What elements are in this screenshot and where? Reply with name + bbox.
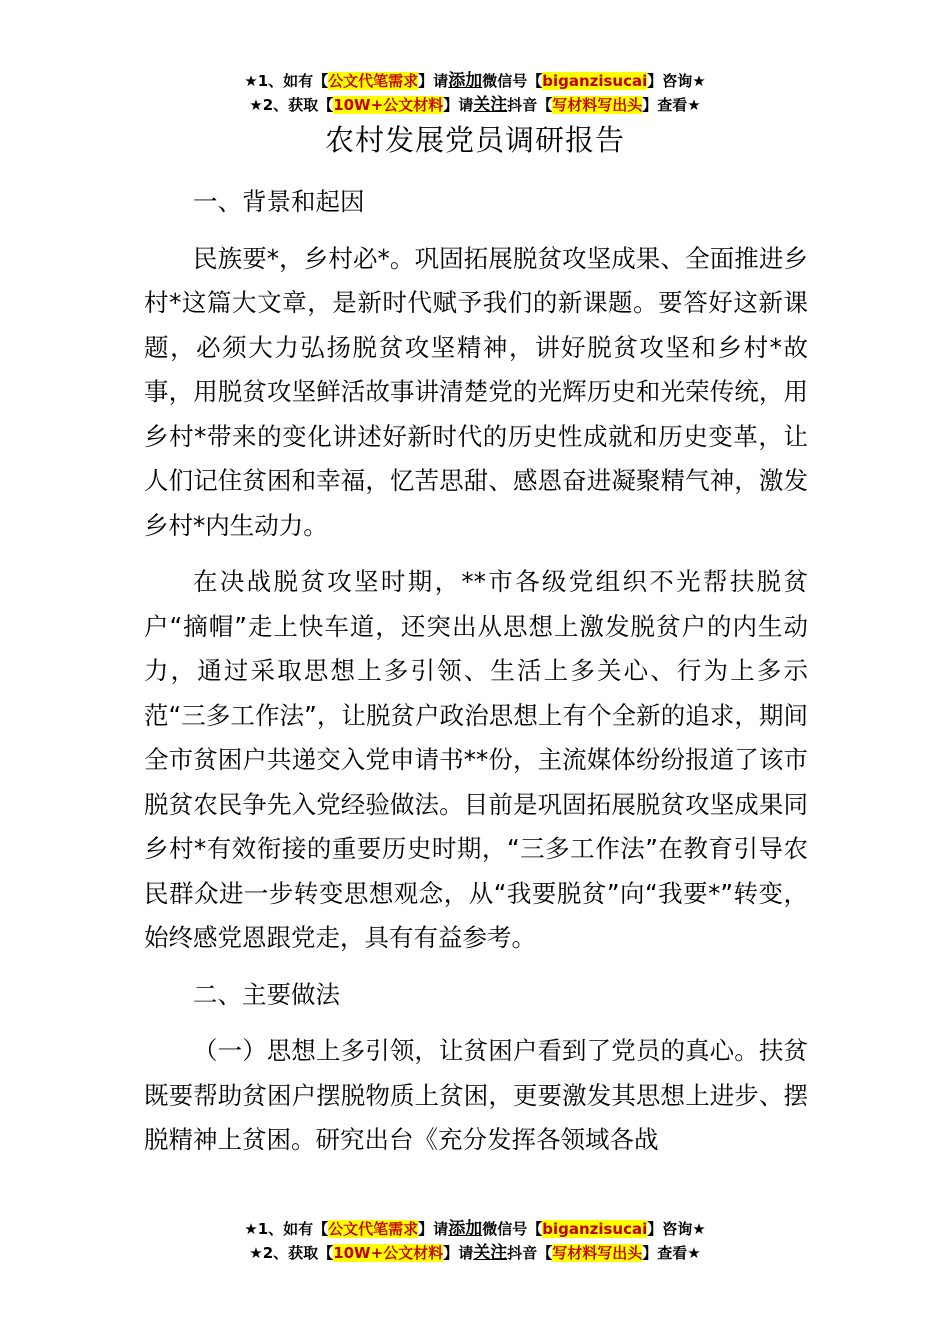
highlight-service: 公文代笔需求 — [328, 1220, 419, 1238]
document-title: 农村发展党员调研报告 — [324, 123, 625, 157]
section-heading: 一、背景和起因 — [193, 187, 365, 216]
paragraph: （一）思想上多引领，让贫困户看到了党员的真心。扶贫既要帮助贫困户摆脱物质上贫困，更要激发其思想上进步、摆脱精神上贫困。研究出台《充分发挥各领域各战 — [144, 1036, 808, 1154]
emphasis-add: 添加 — [448, 1219, 483, 1239]
banner-text: 】请 — [418, 72, 449, 90]
highlight-materials: 10W+公文材料 — [333, 1244, 444, 1262]
section-heading: 二、主要做法 — [193, 979, 340, 1009]
banner-text: 】查看★ — [642, 96, 701, 114]
banner-text: 】咨询★ — [647, 1220, 706, 1238]
banner-text: ★1、如有【 — [244, 72, 329, 90]
emphasis-add: 添加 — [448, 71, 483, 91]
highlight-wechat-id: biganzisucai — [542, 1220, 648, 1238]
banner-text: 抖音【 — [507, 96, 553, 114]
emphasis-follow: 关注 — [473, 1243, 508, 1263]
highlight-account: 写材料写出头 — [552, 96, 643, 114]
footer-banner-line-1 — [0, 1218, 950, 1240]
document-body — [144, 180, 808, 1163]
paragraph: 在决战脱贫攻坚时期，**市各级党组织不光帮扶脱贫户“摘帽”走上快车道，还突出从思想上激发脱贫户的内生动力，通过采取思想上多引领、生活上多关心、行为上多示范“三多工作法”，让脱贫户政治思想上有个全新的追求，期间全市贫困户共递交入党申请书**份，主流媒体纷纷报道了该市脱贫农民争先入党经验做法。目前是巩固拓展脱贫攻坚成果同乡村*有效衔接的重要历史时期，“三多工作法”在教育引导农民群众进一步转变思想观念，从“我要脱贫”向“我要*”转变，始终感党恩跟党走，具有有益参考。 — [144, 567, 808, 952]
highlight-materials: 10W+公文材料 — [333, 96, 444, 114]
footer-banner-line-2 — [0, 1242, 950, 1264]
banner-text: 微信号【 — [482, 1220, 543, 1238]
banner-text: 】咨询★ — [647, 72, 706, 90]
banner-text: ★1、如有【 — [244, 1220, 329, 1238]
banner-text: 】请 — [443, 96, 474, 114]
paragraph: 民族要*，乡村必*。巩固拓展脱贫攻坚成果、全面推进乡村*这篇大文章，是新时代赋予我们的新课题。要答好这新课题，必须大力弘扬脱贫攻坚精神，讲好脱贫攻坚和乡村*故事，用脱贫攻坚鲜活故事讲清楚党的光辉历史和光荣传统，用乡村*带来的变化讲述好新时代的历史性成就和历史变革，让人们记住贫困和幸福，忆苦思甜、感恩奋进凝聚精气神，激发乡村*内生动力。 — [144, 243, 808, 540]
banner-text: ★2、获取【 — [249, 96, 334, 114]
emphasis-follow: 关注 — [473, 95, 508, 115]
header-banner-line-1 — [0, 70, 950, 92]
highlight-wechat-id: biganzisucai — [542, 72, 648, 90]
banner-text: 】请 — [418, 1220, 449, 1238]
highlight-account: 写材料写出头 — [552, 1244, 643, 1262]
header-banner-line-2 — [0, 94, 950, 116]
banner-text: ★2、获取【 — [249, 1244, 334, 1262]
banner-text: 】查看★ — [642, 1244, 701, 1262]
banner-text: 】请 — [443, 1244, 474, 1262]
highlight-service: 公文代笔需求 — [328, 72, 419, 90]
banner-text: 抖音【 — [507, 1244, 553, 1262]
banner-text: 微信号【 — [482, 72, 543, 90]
